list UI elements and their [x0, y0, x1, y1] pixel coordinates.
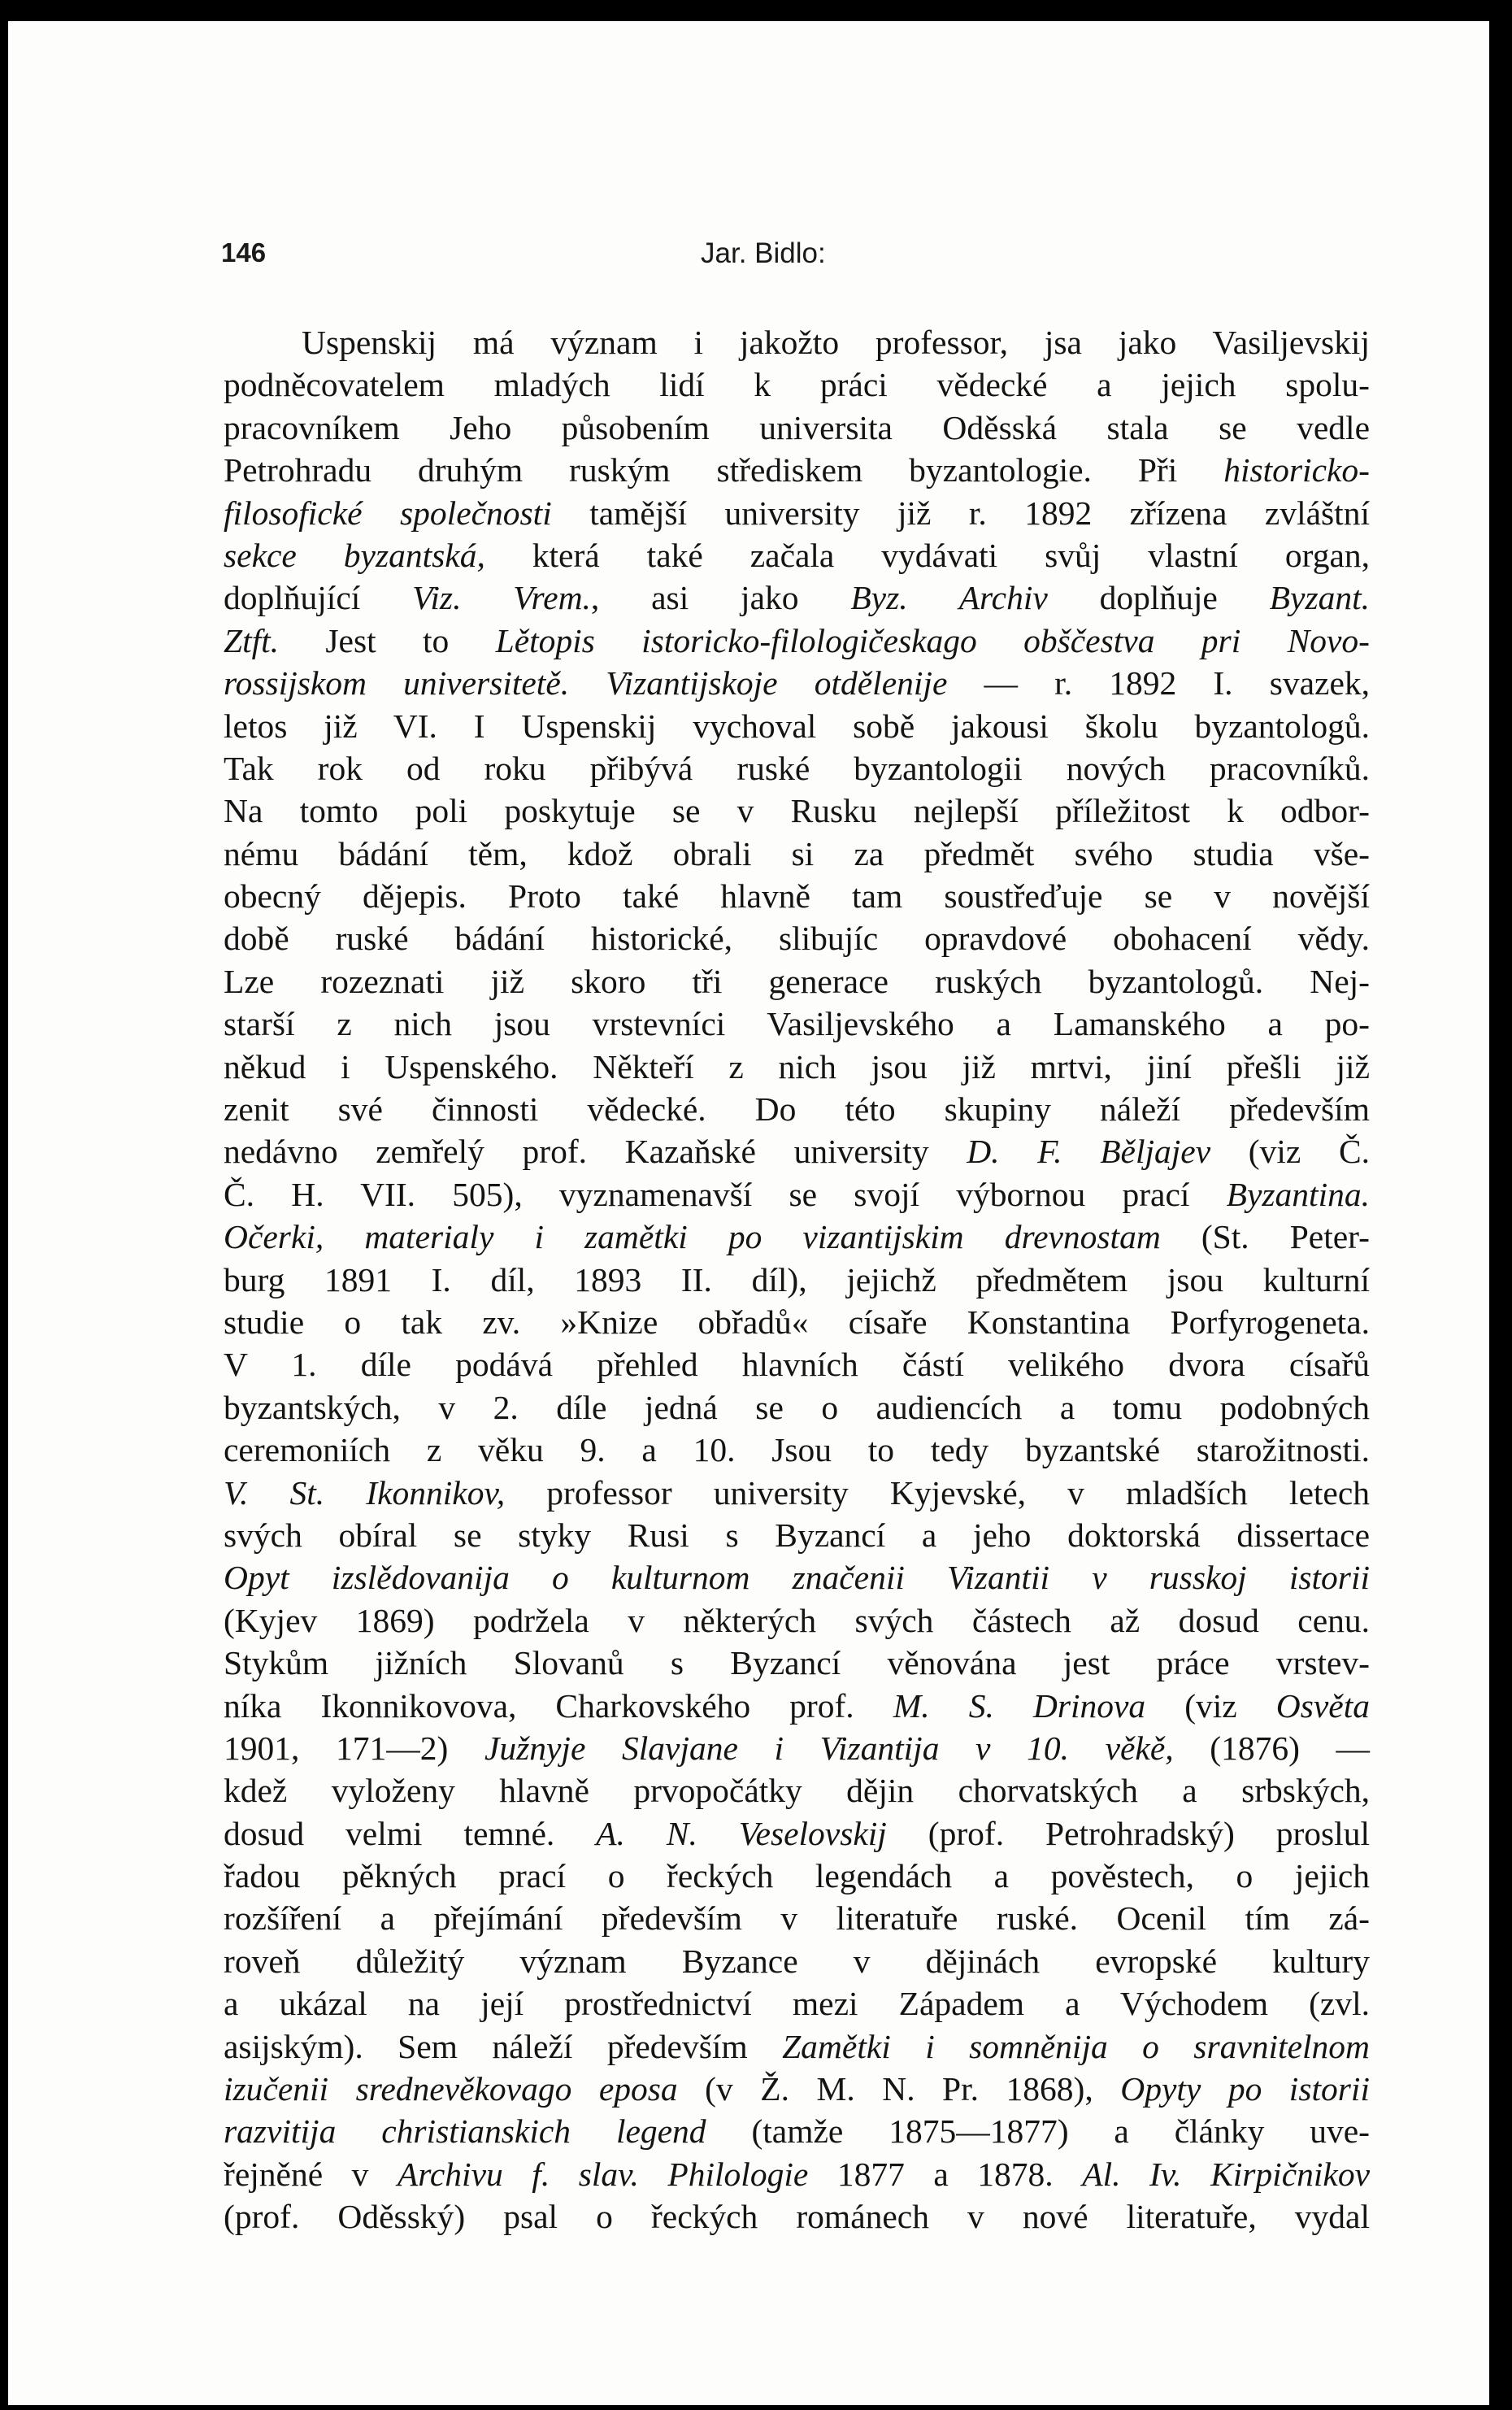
- text-line: [224, 1769, 1370, 1812]
- text-line: [224, 1429, 1370, 1471]
- text-line: [224, 833, 1370, 875]
- text-line: [224, 363, 1370, 406]
- text-line: [224, 875, 1370, 917]
- text-segment: Lze rozeznati již skoro tři generace ruských byzantologů. Nej-: [224, 962, 1370, 1000]
- text-segment: (viz Č.: [1210, 1133, 1371, 1171]
- text-segment: dosud velmi temné.: [224, 1814, 597, 1852]
- italic-text-segment: A. N. Veselovskij: [596, 1814, 887, 1852]
- text-line: [224, 1642, 1370, 1684]
- text-line: [224, 1088, 1370, 1130]
- text-segment: Tak rok od roku přibývá ruské byzantologii nových pracovníků.: [224, 749, 1370, 787]
- italic-text-segment: M. S. Drinova: [893, 1686, 1146, 1725]
- text-line: [224, 576, 1370, 619]
- italic-text-segment: izučenii srednevěkovago eposa: [224, 2070, 678, 2108]
- italic-text-segment: sekce byzantská,: [224, 536, 485, 574]
- text-segment: doplňující: [224, 579, 413, 617]
- text-segment: , asi jako: [590, 579, 851, 617]
- text-line: [224, 1897, 1370, 1939]
- text-segment: roveň důležitý význam Byzance v dějinách evropské kultury: [224, 1942, 1370, 1980]
- italic-text-segment: Byzantina.: [1226, 1175, 1370, 1213]
- italic-text-segment: rossijskom universitetě. Vizantijskoje otdělenije: [224, 664, 948, 703]
- text-line: [224, 1216, 1370, 1258]
- text-line: [224, 1301, 1370, 1343]
- text-line: [224, 2068, 1370, 2110]
- text-line: [224, 1259, 1370, 1301]
- text-segment: pracovníkem Jeho působením universita Oděsská stala se vedle: [224, 408, 1370, 446]
- text-line: [224, 492, 1370, 534]
- running-head: [0, 237, 1512, 283]
- italic-text-segment: Opyt izslědovanija o kulturnom značenii Vizantii v russkoj istorii: [224, 1559, 1370, 1597]
- text-segment: (1876) —: [1173, 1729, 1371, 1767]
- text-segment: kdež vyloženy hlavně prvopočátky dějin chorvatských a srbských,: [224, 1772, 1370, 1810]
- text-segment: (viz: [1145, 1686, 1276, 1725]
- text-segment: zenit své činnosti vědecké. Do této skupiny náleží především: [224, 1090, 1370, 1129]
- text-line: [224, 1130, 1370, 1172]
- italic-text-segment: razvitija christianskich legend: [224, 2112, 706, 2151]
- text-segment: svých obíral se styky Rusi s Byzancí a jeho doktorská dissertace: [224, 1516, 1370, 1554]
- text-segment: řejněné v: [224, 2155, 398, 2193]
- text-segment: doplňuje: [1047, 579, 1270, 617]
- text-segment: nedávno zemřelý prof. Kazaňské university: [224, 1133, 967, 1171]
- text-line: [224, 1386, 1370, 1429]
- text-line: [224, 1982, 1370, 2025]
- text-segment: Stykům jižních Slovanů s Byzancí věnována jest práce vrstev-: [224, 1644, 1370, 1682]
- text-segment: obecný dějepis. Proto také hlavně tam soustřeďuje se v novější: [224, 877, 1370, 916]
- italic-text-segment: Opyty po istorii: [1120, 2070, 1370, 2108]
- italic-text-segment: Južnyje Slavjane i Vizantija v 10. věkě,: [484, 1729, 1174, 1767]
- text-segment: letos již VI. I Uspenskij vychoval sobě jakousi školu byzantologů.: [224, 707, 1370, 745]
- text-line: [224, 1855, 1370, 1897]
- italic-text-segment: Archivu f. slav. Philologie: [397, 2155, 809, 2193]
- author-running-head: Jar. Bidlo:: [701, 237, 826, 269]
- text-segment: a ukázal na její prostřednictví mezi Západem a Východem (zvl.: [224, 1985, 1370, 2023]
- text-segment: studie o tak zv. »Knize obřadů« císaře Konstantina Porfyrogeneta.: [224, 1303, 1370, 1341]
- text-segment: řadou pěkných prací o řeckých legendách a pověstech, o jejich: [224, 1857, 1370, 1895]
- text-segment: burg 1891 I. díl, 1893 II. díl), jejichž předmětem jsou kulturní: [224, 1260, 1370, 1299]
- text-line: [224, 1727, 1370, 1769]
- text-segment: (St. Peter-: [1160, 1218, 1370, 1256]
- text-line: [224, 1046, 1370, 1088]
- text-line: [224, 2110, 1370, 2152]
- text-segment: — r. 1892 I. svazek,: [947, 664, 1370, 703]
- text-line: [224, 620, 1370, 662]
- italic-text-segment: Zamětki i somněnija o sravnitelnom: [782, 2027, 1370, 2065]
- text-line: [224, 747, 1370, 790]
- text-segment: ceremoniích z věku 9. a 10. Jsou to tedy byzantské starožitnosti.: [224, 1431, 1370, 1469]
- text-segment: 1901, 171—2): [224, 1729, 484, 1767]
- text-segment: která také začala vydávati svůj vlastní organ,: [484, 536, 1371, 574]
- text-segment: (tamže 1875—1877) a články uve-: [706, 2112, 1370, 2151]
- text-line: [224, 705, 1370, 747]
- text-segment: 1877 a 1878.: [808, 2155, 1083, 2193]
- text-line: [224, 321, 1370, 363]
- italic-text-segment: Očerki, materialy i zamětki po vizantijskim drevnostam: [224, 1218, 1161, 1256]
- page-number: 146: [221, 237, 267, 268]
- text-line: [224, 2195, 1370, 2238]
- text-line: [224, 1812, 1370, 1855]
- italic-text-segment: V. St. Ikonnikov,: [224, 1473, 506, 1512]
- text-line: [224, 1003, 1370, 1045]
- text-line: [224, 2153, 1370, 2195]
- text-segment: době ruské bádání historické, slibujíc opravdové obohacení vědy.: [224, 920, 1370, 958]
- text-line: [224, 1556, 1370, 1599]
- text-line: [224, 1940, 1370, 1982]
- italic-text-segment: Lětopis istoricko-filologičeskago obščestva pri Novo-: [495, 621, 1370, 659]
- text-segment: tamější university již r. 1892 zřízena zvláštní: [551, 494, 1370, 532]
- text-segment: níka Ikonnikovova, Charkovského prof.: [224, 1686, 893, 1725]
- text-line: [224, 534, 1370, 576]
- italic-text-segment: Al. Iv. Kirpičnikov: [1082, 2155, 1370, 2193]
- text-segment: byzantských, v 2. díle jedná se o audiencích a tomu podobných: [224, 1388, 1370, 1426]
- text-line: [224, 790, 1370, 832]
- italic-text-segment: Viz. Vrem.: [412, 579, 591, 617]
- italic-text-segment: Osvěta: [1275, 1686, 1370, 1725]
- text-segment: podněcovatelem mladých lidí k práci vědecké a jejich spolu-: [224, 366, 1370, 404]
- text-line: [224, 449, 1370, 491]
- text-line: [224, 1685, 1370, 1727]
- text-segment: (v Ž. M. N. Pr. 1868),: [677, 2070, 1121, 2108]
- text-segment: asijským). Sem náleží především: [224, 2027, 783, 2065]
- text-segment: Č. H. VII. 505), vyznamenavší se svojí výbornou prací: [224, 1175, 1227, 1213]
- text-line: [224, 1472, 1370, 1514]
- text-segment: nému bádání těm, kdož obrali si za předmět svého studia vše-: [224, 834, 1370, 872]
- text-segment: Petrohradu druhým ruským střediskem byzantologie. Při: [224, 451, 1224, 489]
- text-segment: (prof. Oděsský) psal o řeckých románech v nové literatuře, vydal: [224, 2198, 1370, 2236]
- italic-text-segment: Byz. Archiv: [850, 579, 1048, 617]
- text-segment: rozšíření a přejímání především v literatuře ruské. Ocenil tím zá-: [224, 1899, 1370, 1938]
- italic-text-segment: Byzant.: [1269, 579, 1370, 617]
- text-segment: Na tomto poli poskytuje se v Rusku nejlepší příležitost k odbor-: [224, 792, 1370, 830]
- text-segment: V 1. díle podává přehled hlavních částí velikého dvora císařů: [224, 1346, 1370, 1384]
- text-segment: někud i Uspenského. Někteří z nich jsou již mrtvi, jiní přešli již: [224, 1047, 1370, 1085]
- italic-text-segment: Ztft.: [224, 621, 280, 659]
- text-line: [224, 662, 1370, 704]
- text-line: [224, 960, 1370, 1003]
- text-segment: Jest to: [279, 621, 496, 659]
- italic-text-segment: D. F. Běljajev: [967, 1133, 1211, 1171]
- text-line: [224, 1599, 1370, 1642]
- text-line: [224, 917, 1370, 959]
- text-line: [224, 1343, 1370, 1386]
- text-line: [224, 2025, 1370, 2068]
- text-segment: professor university Kyjevské, v mladších letech: [505, 1473, 1370, 1512]
- text-segment: Uspenskij má význam i jakožto professor, jsa jako Vasiljevskij: [302, 324, 1370, 361]
- body-text: [224, 321, 1370, 2238]
- text-line: [224, 407, 1370, 449]
- text-segment: starší z nich jsou vrstevníci Vasiljevského a Lamanského a po-: [224, 1005, 1370, 1043]
- italic-text-segment: filosofické společnosti: [224, 494, 552, 532]
- italic-text-segment: historicko-: [1223, 451, 1370, 489]
- scan-border: [1489, 0, 1512, 2410]
- text-line: [224, 1514, 1370, 1556]
- text-segment: (Kyjev 1869) podržela v některých svých částech až dosud cenu.: [224, 1601, 1370, 1639]
- text-segment: (prof. Petrohradský) proslul: [886, 1814, 1370, 1852]
- text-line: [224, 1173, 1370, 1216]
